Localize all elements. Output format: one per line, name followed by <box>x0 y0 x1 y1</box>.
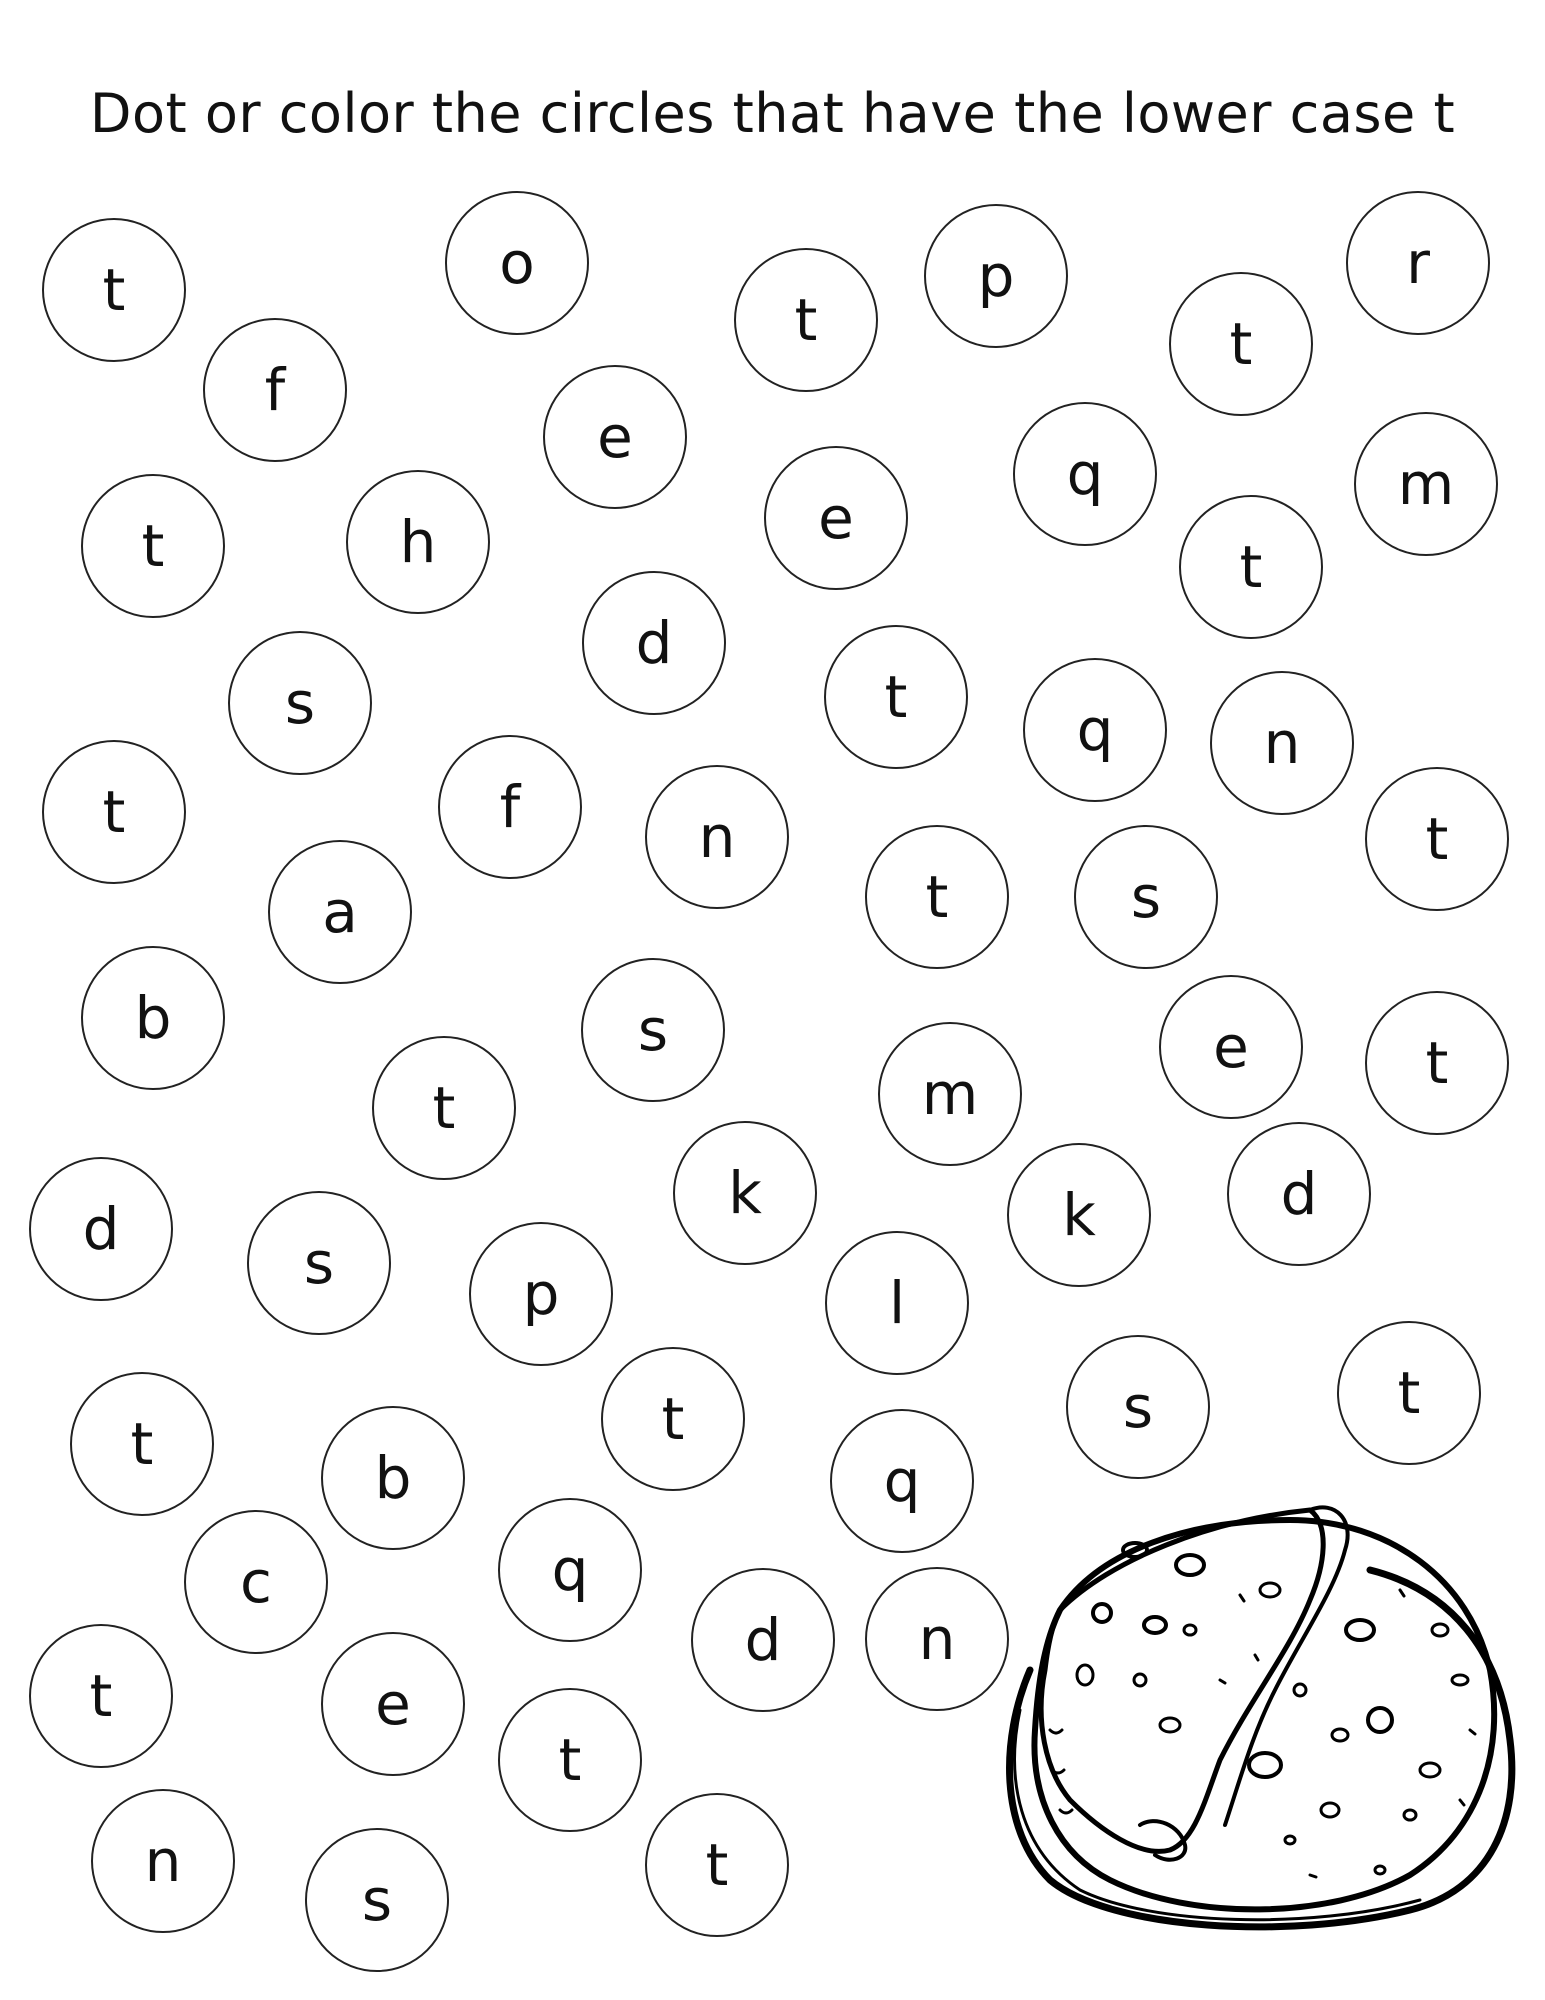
letter-circle-s[interactable]: s <box>305 1828 449 1972</box>
letter-circle-q[interactable]: q <box>1013 402 1157 546</box>
letter-circle-m[interactable]: m <box>1354 412 1498 556</box>
letter-circle-h[interactable]: h <box>346 470 490 614</box>
letter-circle-q[interactable]: q <box>1023 658 1167 802</box>
letter-circle-t[interactable]: t <box>70 1372 214 1516</box>
letter-circle-b[interactable]: b <box>81 946 225 1090</box>
letter-circle-r[interactable]: r <box>1346 191 1490 335</box>
letter-circle-b[interactable]: b <box>321 1406 465 1550</box>
letter-circle-n[interactable]: n <box>865 1567 1009 1711</box>
letter-circle-q[interactable]: q <box>498 1498 642 1642</box>
letter-circle-d[interactable]: d <box>582 571 726 715</box>
letter-circle-t[interactable]: t <box>1365 991 1509 1135</box>
letter-circle-t[interactable]: t <box>1169 272 1313 416</box>
letter-circle-s[interactable]: s <box>1066 1335 1210 1479</box>
letter-circle-t[interactable]: t <box>645 1793 789 1937</box>
letter-circle-k[interactable]: k <box>673 1121 817 1265</box>
letter-circle-t[interactable]: t <box>372 1036 516 1180</box>
letter-circle-t[interactable]: t <box>865 825 1009 969</box>
letter-circle-d[interactable]: d <box>1227 1122 1371 1266</box>
letter-circle-l[interactable]: l <box>825 1231 969 1375</box>
letter-circle-c[interactable]: c <box>184 1510 328 1654</box>
letter-circle-t[interactable]: t <box>1179 495 1323 639</box>
tortilla-illustration <box>990 1480 1525 1940</box>
letter-circle-t[interactable]: t <box>1365 767 1509 911</box>
letter-circle-t[interactable]: t <box>601 1347 745 1491</box>
letter-circle-m[interactable]: m <box>878 1022 1022 1166</box>
letter-circle-t[interactable]: t <box>498 1688 642 1832</box>
letter-circle-t[interactable]: t <box>29 1624 173 1768</box>
letter-circle-s[interactable]: s <box>581 958 725 1102</box>
letter-circle-s[interactable]: s <box>1074 825 1218 969</box>
letter-circle-s[interactable]: s <box>228 631 372 775</box>
letter-circle-p[interactable]: p <box>924 204 1068 348</box>
letter-circle-e[interactable]: e <box>543 365 687 509</box>
letter-circle-o[interactable]: o <box>445 191 589 335</box>
letter-circle-n[interactable]: n <box>1210 671 1354 815</box>
letter-circle-e[interactable]: e <box>1159 975 1303 1119</box>
letter-circle-d[interactable]: d <box>691 1568 835 1712</box>
letter-circle-e[interactable]: e <box>321 1632 465 1776</box>
letter-circle-k[interactable]: k <box>1007 1143 1151 1287</box>
letter-circle-e[interactable]: e <box>764 446 908 590</box>
letter-circle-n[interactable]: n <box>645 765 789 909</box>
letter-circle-t[interactable]: t <box>81 474 225 618</box>
letter-circle-a[interactable]: a <box>268 840 412 984</box>
letter-circle-s[interactable]: s <box>247 1191 391 1335</box>
letter-circle-t[interactable]: t <box>42 740 186 884</box>
letter-circle-t[interactable]: t <box>1337 1321 1481 1465</box>
letter-circle-t[interactable]: t <box>824 625 968 769</box>
letter-circle-f[interactable]: f <box>203 318 347 462</box>
letter-circle-n[interactable]: n <box>91 1789 235 1933</box>
letter-circle-f[interactable]: f <box>438 735 582 879</box>
letter-circle-d[interactable]: d <box>29 1157 173 1301</box>
worksheet-title: Dot or color the circles that have the lower case t <box>89 82 1456 145</box>
letter-circle-p[interactable]: p <box>469 1222 613 1366</box>
letter-circle-t[interactable]: t <box>734 248 878 392</box>
letter-circle-q[interactable]: q <box>830 1409 974 1553</box>
letter-circle-t[interactable]: t <box>42 218 186 362</box>
